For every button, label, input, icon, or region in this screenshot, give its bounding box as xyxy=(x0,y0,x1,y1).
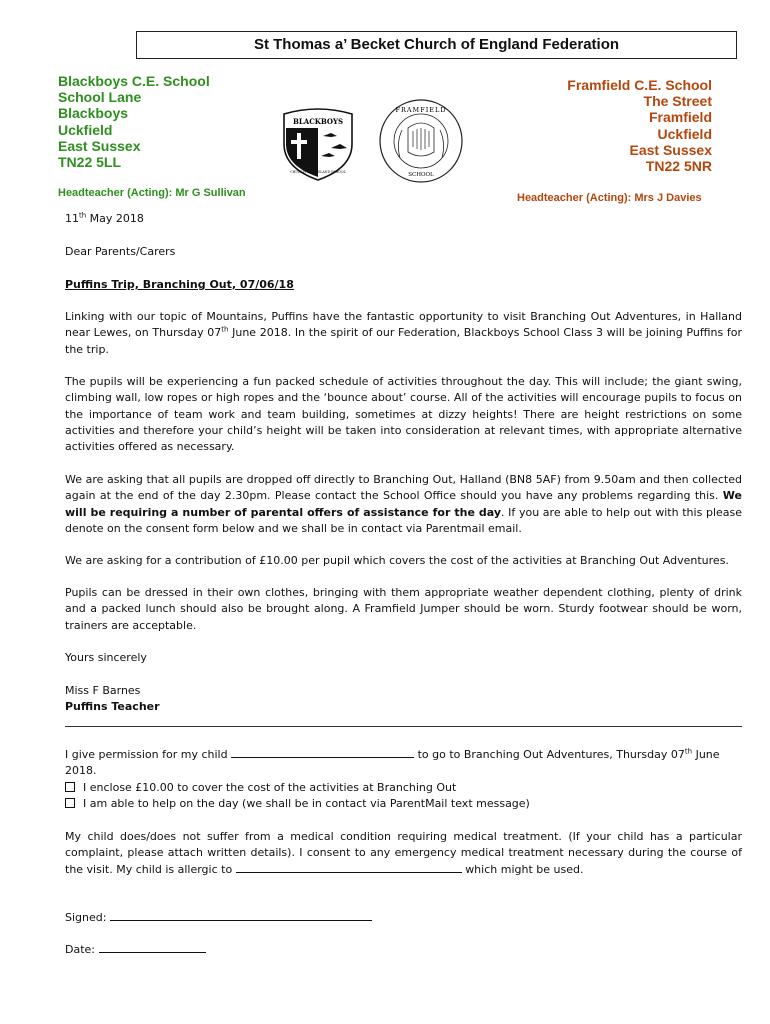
left-school-address xyxy=(58,73,210,170)
paragraph: Pupils can be dressed in their own clothes, bringing with them appropriate weather dependent clothing, plenty of drink and a packed lunch should also be brought along. A Framfield Jumper should be worn. Sturdy footwear should be worn, trainers are acceptable. xyxy=(65,586,742,632)
blackboys-school-logo xyxy=(281,104,355,182)
help-checkbox[interactable] xyxy=(65,798,75,808)
address-line: Blackboys xyxy=(58,105,129,122)
option-help: I am able to help on the day (we shall be in contact via ParentMail text message) xyxy=(65,796,742,812)
permission-line: I give permission for my child to go to Branching Out Adventures, Thursday 07th June 2018. xyxy=(65,747,720,778)
address-line: TN22 5LL xyxy=(58,154,122,171)
signed-line: Signed: xyxy=(65,910,742,926)
signature-field[interactable] xyxy=(110,910,372,921)
logo-text: CHURCH OF ENGLAND SCHOOL xyxy=(290,170,346,174)
medical-paragraph: My child does/does not suffer from a medical condition requiring medical treatment. (If your child has a particular complaint, please attach written details). I consent to any emergency medical treatment necessary during the course of the visit. My child is allergic to which might be used. xyxy=(65,830,742,876)
logo-text: FRAMFIELD xyxy=(395,106,447,114)
address-line: East Sussex xyxy=(58,137,141,154)
paragraph: We are asking that all pupils are dropped off directly to Branching Out, Halland (BN8 5AF) from 9.50am and then collected again at the end of the day 2.30pm. Please contact the School Office should you have any problems regarding this. We will be requiring a number of parental offers of assistance for the day. If you are able to help out with this please denote on the consent form below and we shall be in contact via Parentmail email. xyxy=(65,473,743,535)
address-line: The Street xyxy=(643,93,712,110)
letter-date: 11th May 2018 xyxy=(65,211,144,225)
address-line: Uckfield xyxy=(657,125,712,142)
address-line: Framfield xyxy=(648,109,712,126)
address-line: East Sussex xyxy=(629,141,712,158)
framfield-school-logo xyxy=(378,98,464,184)
right-school-address xyxy=(567,77,712,174)
address-line: TN22 5NR xyxy=(645,158,712,175)
address-line: Blackboys C.E. School xyxy=(58,73,210,89)
payment-checkbox[interactable] xyxy=(65,782,75,792)
salutation: Dear Parents/Carers xyxy=(65,245,176,258)
logo-text: BLACKBOYS xyxy=(292,117,344,126)
closing: Yours sincerely xyxy=(65,651,147,664)
allergy-field[interactable] xyxy=(236,862,462,873)
paragraph: Linking with our topic of Mountains, Puffins have the fantastic opportunity to visit Branching Out Adventures, in Halland near Lewes, on Thursday 07th June 2018. In the spirit of our Federation, Blackboys School Class 3 will be joining Puffins for the trip. xyxy=(65,310,742,356)
federation-title: St Thomas a’ Becket Church of England Federation xyxy=(136,31,737,59)
address-line: School Lane xyxy=(58,89,142,106)
divider xyxy=(65,726,742,727)
paragraph: We are asking for a contribution of £10.00 per pupil which covers the cost of the activities at Branching Out Adventures. xyxy=(65,554,729,567)
date-line: Date: xyxy=(65,942,742,958)
address-line: Framfield C.E. School xyxy=(567,77,712,93)
paragraph: The pupils will be experiencing a fun packed schedule of activities throughout the day. This will include; the giant swing, climbing wall, low ropes or high ropes and the ‘bounce about’ course. All of the activities will encourage pupils to focus on the importance of team work and team building, sometimes at dizzy heights! There are height restrictions on some activities and therefore your child’s height will be taken into consideration at relevant times, with appropriate alternative activities offered as necessary. xyxy=(65,375,742,454)
option-payment: I enclose £10.00 to cover the cost of the activities at Branching Out xyxy=(65,780,742,796)
right-headteacher: Headteacher (Acting): Mrs J Davies xyxy=(517,192,702,204)
logo-text: SCHOOL xyxy=(408,172,434,178)
letter-subject: Puffins Trip, Branching Out, 07/06/18 xyxy=(65,278,294,291)
child-name-field[interactable] xyxy=(231,747,414,758)
date-field[interactable] xyxy=(99,942,206,953)
signatory-title: Puffins Teacher xyxy=(65,700,160,713)
left-headteacher: Headteacher (Acting): Mr G Sullivan xyxy=(58,187,246,199)
address-line: Uckfield xyxy=(58,121,113,138)
signatory-name: Miss F Barnes xyxy=(65,684,141,697)
